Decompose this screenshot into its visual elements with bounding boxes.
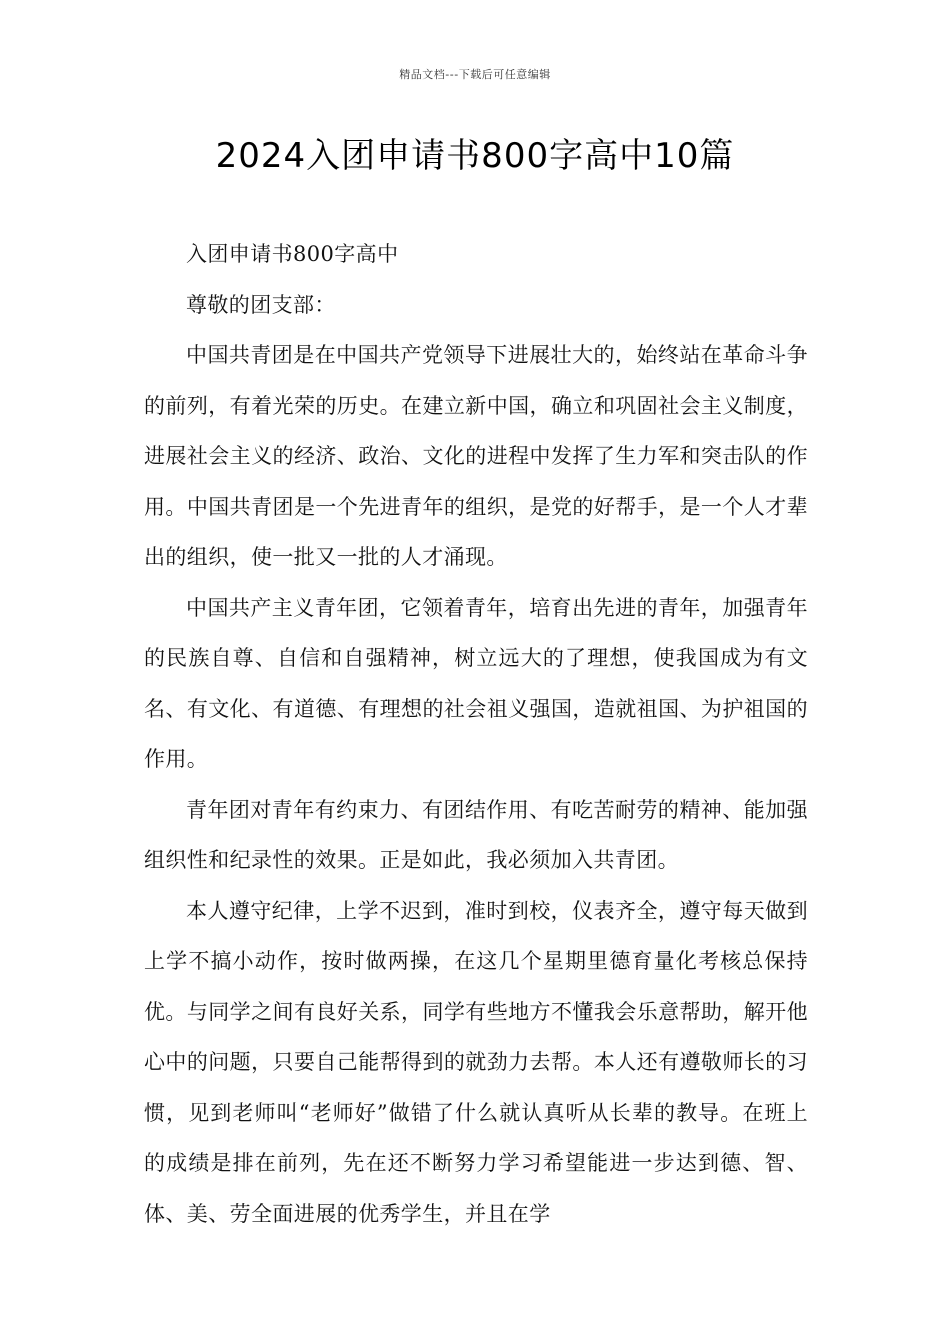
paragraph: 本人遵守纪律，上学不迟到，准时到校，仪表齐全，遵守每天做到上学不搞小动作，按时做两操，在这几个星期里德育量化考核总保持优。与同学之间有良好关系，同学有些地方不懂我会乐意帮助，解开他心中的问题，只要自己能帮得到的就劲力去帮。本人还有遵敬师长的习惯，见到老师叫“老师好”做错了什么就认真听从长辈的教导。在班上的成绩是排在前列，先在还不断努力学习希望能进一步达到德、智、体、美、劳全面进展的优秀学生，并且在学 <box>144 898 808 1226</box>
document-title: 2024入团申请书800字高中10篇 <box>215 136 735 176</box>
paragraph: 青年团对青年有约束力、有团结作用、有吃苦耐劳的精神、能加强组织性和纪录性的效果。正是如此，我必须加入共青团。 <box>144 797 808 872</box>
paragraph: 中国共青团是在中国共产党领导下进展壮大的，始终站在革命斗争的前列，有着光荣的历史。在建立新中国，确立和巩固社会主义制度，进展社会主义的经济、政治、文化的进程中发挥了生力军和突击队的作用。中国共青团是一个先进青年的组织，是党的好帮手，是一个人才辈出的组织，使一批又一批的人才涌现。 <box>144 343 808 569</box>
paragraph: 中国共产主义青年团，它领着青年，培育出先进的青年，加强青年的民族自尊、自信和自强精神，树立远大的了理想，使我国成为有文名、有文化、有道德、有理想的社会祖义强国，造就祖国、为护祖国的作用。 <box>144 595 808 771</box>
paragraph-salutation: 尊敬的团支部： <box>186 292 336 317</box>
header-note: 精品文档---下载后可任意编辑 <box>399 68 551 81</box>
paragraph-subtitle: 入团申请书800字高中 <box>186 242 399 266</box>
document-body <box>144 229 808 1239</box>
